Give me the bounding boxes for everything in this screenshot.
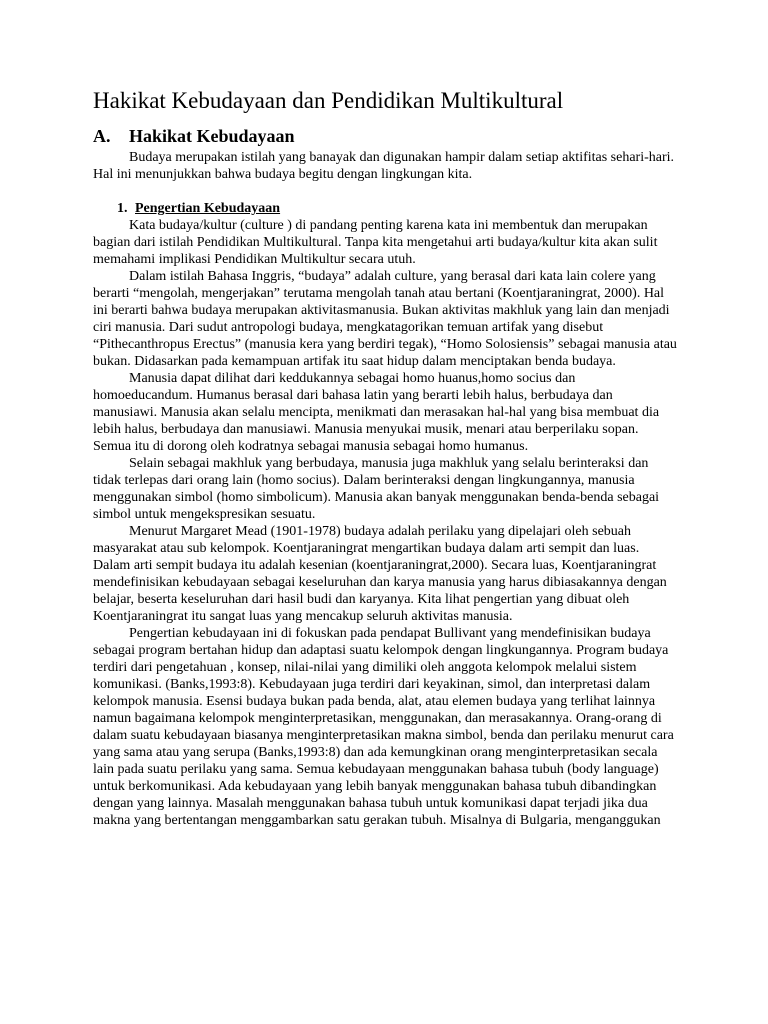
section-title: Hakikat Kebudayaan: [129, 126, 295, 146]
body-paragraph: Dalam istilah Bahasa Inggris, “budaya” adalah culture, yang berasal dari kata lain colere yang berarti “mengolah, mengerjakan” terutama mengolah tanah atau bertani (Koentjaraningrat, 2000). Hal ini berarti bahwa budaya merupakan aktivitasmanusia. Bukan aktivitas makhluk yang lain dan menjadi ciri manusia. Dari sudut antropologi budaya, mengkatagorikan temuan artifak yang disebut “Pithecanthropus Erectus” (manusia kera yang berdiri tegak), “Homo Solosiensis” sebagai manusia atau bukan. Didasarkan pada kemampuan artifak itu saat hidup dalam menciptakan benda budaya.: [93, 269, 677, 369]
body-paragraph: Kata budaya/kultur (culture ) di pandang penting karena kata ini membentuk dan merupakan bagian dari istilah Pendidikan Multikultural. Tanpa kita mengetahui arti budaya/kultur kita akan sulit memahami implikasi Pendidikan Multikultur secara utuh.: [93, 218, 658, 267]
section-number: A.: [93, 126, 111, 146]
body-paragraph: Pengertian kebudayaan ini di fokuskan pada pendapat Bullivant yang mendefinisikan budaya sebagai program bertahan hidup dan adaptasi suatu kelompok dengan lingkungannya. Program budaya terdiri dari pengetahuan , konsep, nilai-nilai yang dimiliki oleh anggota kelompok melalui sistem komunikasi. (Banks,1993:8). Kebudayaan juga terdiri dari keyakinan, simol, dan interpretasi dalam kelompok manusia. Esensi budaya bukan pada benda, alat, atau elemen budaya yang terlihat lainnya namun bagaimana kelompok menginterpretasikan, menggunakan, dan merasakannya. Orang-orang di dalam suatu kebudayaan biasanya menginterpretasikan makna simbol, benda dan perilaku menurut cara yang sama atau yang serupa (Banks,1993:8) dan ada kemungkinan orang menginterpretasikan secala lain pada suatu perilaku yang sama. Semua kebudayaan menggunakan bahasa tubuh (body language) untuk berkomunikasi. Ada kebudayaan yang lebih banyak menggunakan bahasa tubuh dibandingkan dengan yang lainnya. Masalah menggunakan bahasa tubuh untuk komunikasi dapat terjadi jika dua makna yang bertentangan menggambarkan satu gerakan tubuh. Misalnya di Bulgaria, menganggukan: [93, 626, 674, 828]
section-intro-paragraph: Budaya merupakan istilah yang banayak dan digunakan hampir dalam setiap aktifitas sehari-hari. Hal ini menunjukkan bahwa budaya begitu dengan lingkungan kita.: [93, 150, 675, 182]
subsection-heading: [117, 200, 678, 217]
body-paragraph: Selain sebagai makhluk yang berbudaya, manusia juga makhluk yang selalu berinteraksi dan tidak terlepas dari orang lain (homo socius). Dalam berinteraksi dengan lingkungannya, manusia menggunakan simbol (homo simbolicum). Manusia akan banyak menggunakan benda-benda sebagai simbol untuk mengekspresikan sesuatu.: [93, 456, 660, 522]
subsection-title: Pengertian Kebudayaan: [135, 201, 281, 216]
spacer: [93, 183, 678, 200]
document-page: [93, 86, 678, 829]
section-heading: [93, 124, 678, 148]
body-paragraph: Manusia dapat dilihat dari keddukannya sebagai homo huanus,homo socius dan homoeducandum. Humanus berasal dari bahasa latin yang berarti lebih halus, berbudaya dan manusiawi. Manusia akan selalu mencipta, menikmati dan merasakan hal-hal yang bisa membuat dia lebih halus, berbudaya dan manusiawi. Manusia menyukai musik, menari atau berperilaku sopan. Semua itu di dorong oleh kodratnya sebagai manusia sebagai homo humanus.: [93, 371, 660, 454]
subsection-number: 1.: [117, 201, 128, 216]
document-title: Hakikat Kebudayaan dan Pendidikan Multikultural: [93, 88, 564, 113]
body-paragraph: Menurut Margaret Mead (1901-1978) budaya adalah perilaku yang dipelajari oleh sebuah masyarakat atau sub kelompok. Koentjaraningrat mengartikan budaya dalam arti sempit dan luas. Dalam arti sempit budaya itu adalah kesenian (koentjaraningrat,2000). Secara luas, Koentjaraningrat mendefinisikan kebudayaan sebagai keseluruhan dan karya manusia yang harus dibiasakannya dengan belajar, beserta keseluruhan dari hasil budi dan karyanya. Kita lihat pengertian yang dibuat oleh Koentjaraningrat itu sangat luas yang mencakup seluruh aktivitas manusia.: [93, 524, 667, 624]
